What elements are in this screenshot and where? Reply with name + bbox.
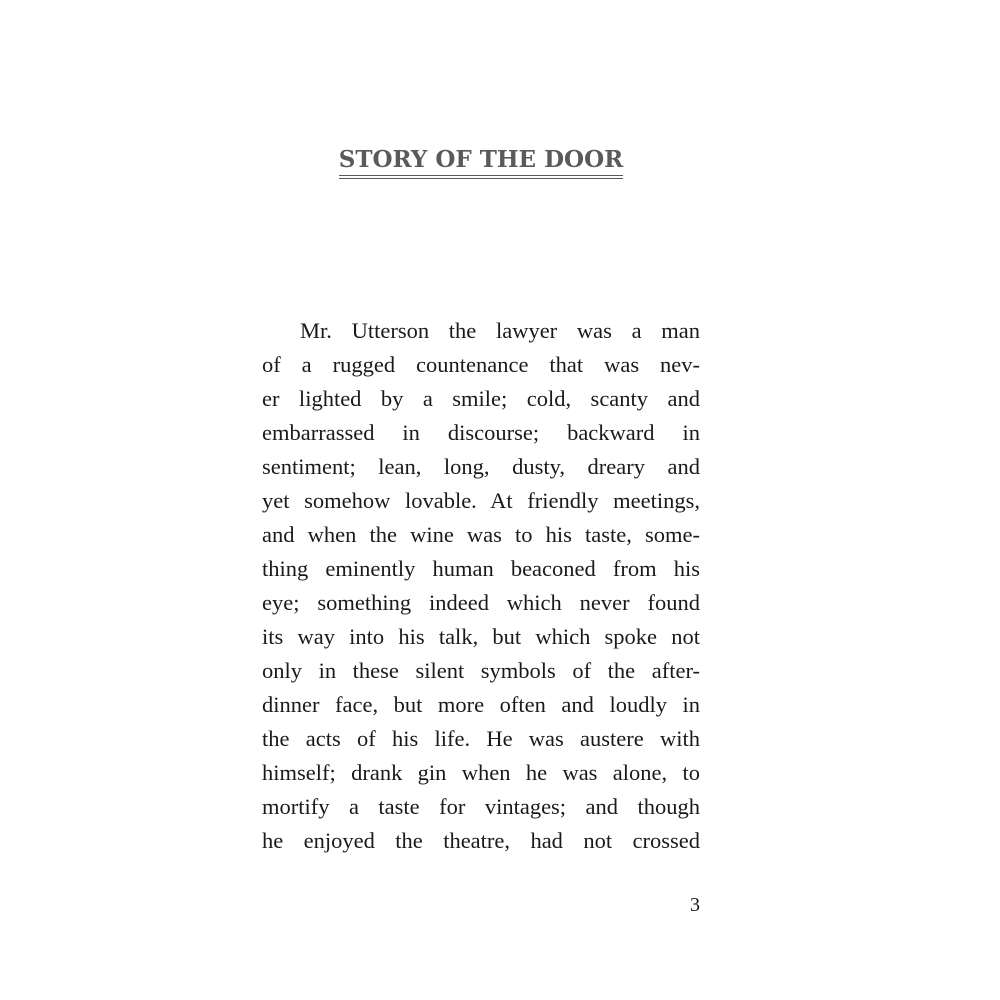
- text-line: mortify a taste for vintages; and though: [262, 794, 700, 819]
- chapter-title-text: STORY OF THE DOOR: [339, 145, 623, 179]
- body-paragraph: [262, 314, 700, 858]
- text-line: the acts of his life. He was austere with: [262, 726, 700, 751]
- text-line: embarrassed in discourse; backward in: [262, 420, 700, 445]
- page-number: 3: [690, 894, 700, 916]
- text-line: er lighted by a smile; cold, scanty and: [262, 386, 700, 411]
- text-line: its way into his talk, but which spoke not: [262, 624, 700, 649]
- text-line: only in these silent symbols of the after-: [262, 658, 700, 683]
- text-line: Mr. Utterson the lawyer was a man: [300, 318, 700, 343]
- chapter-title: [260, 145, 702, 179]
- text-line: and when the wine was to his taste, some-: [262, 522, 700, 547]
- text-line: yet somehow lovable. At friendly meetings,: [262, 488, 700, 513]
- text-line: he enjoyed the theatre, had not crossed: [262, 828, 700, 853]
- text-line: himself; drank gin when he was alone, to: [262, 760, 700, 785]
- text-line: eye; something indeed which never found: [262, 590, 700, 615]
- text-line: of a rugged countenance that was nev-: [262, 352, 700, 377]
- text-line: sentiment; lean, long, dusty, dreary and: [262, 454, 700, 479]
- text-line: thing eminently human beaconed from his: [262, 556, 700, 581]
- text-line: dinner face, but more often and loudly in: [262, 692, 700, 717]
